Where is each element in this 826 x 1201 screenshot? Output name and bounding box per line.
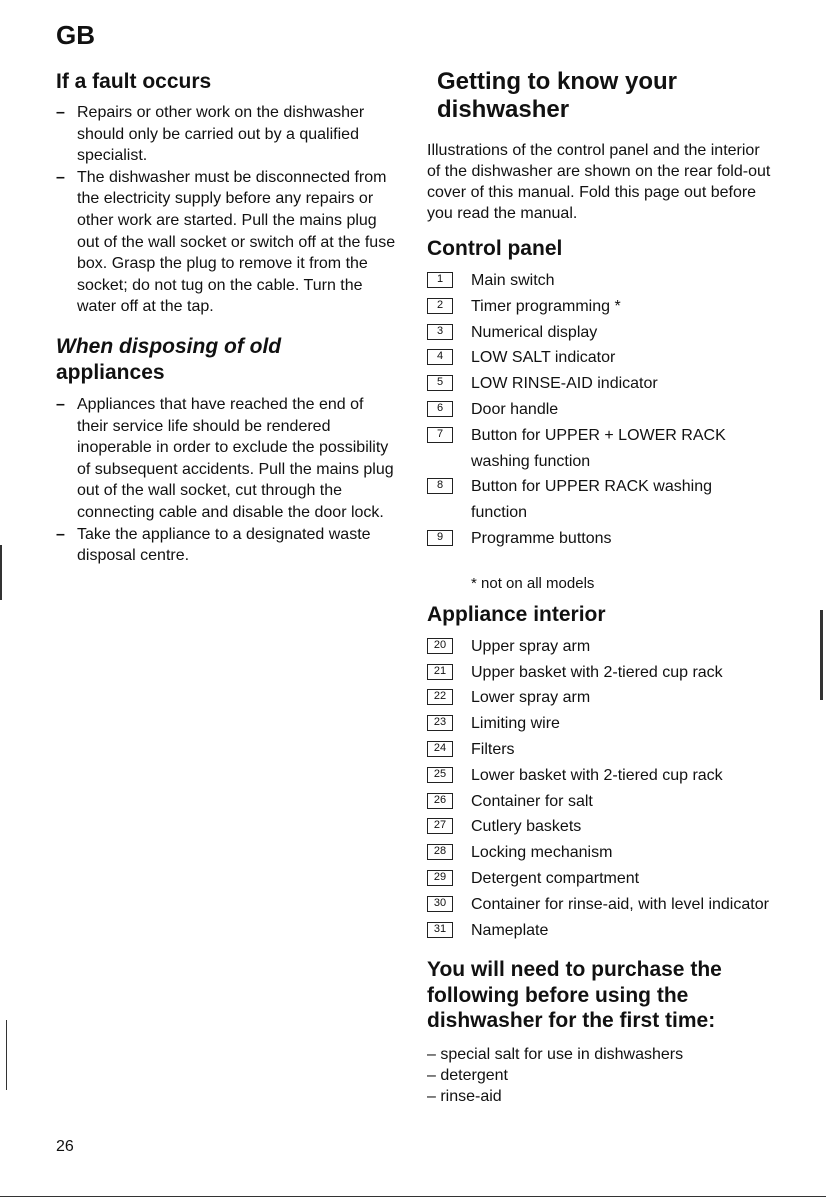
fault-heading: If a fault occurs bbox=[56, 70, 212, 93]
item-text: Detergent compartment bbox=[471, 869, 640, 887]
scan-edge-line bbox=[820, 610, 823, 700]
page-number: 26 bbox=[56, 1138, 74, 1155]
item-text: Main switch bbox=[471, 272, 555, 289]
item-text: Timer programming * bbox=[471, 297, 621, 315]
item-number-box: 20 bbox=[427, 638, 453, 654]
item-text: Lower spray arm bbox=[471, 689, 591, 707]
item-text: Limiting wire bbox=[471, 715, 560, 733]
control-panel-list bbox=[427, 268, 772, 552]
control-panel-item bbox=[427, 345, 772, 371]
footnote: * not on all models bbox=[471, 574, 595, 592]
getting-heading-line1: Getting to know your bbox=[437, 68, 677, 95]
disposal-heading-line1: When disposing of old bbox=[56, 334, 282, 358]
interior-item bbox=[427, 892, 772, 918]
item-number-box: 24 bbox=[427, 741, 453, 757]
scan-edge-line bbox=[0, 545, 2, 600]
item-text: Container for rinse-aid, with level indicator bbox=[471, 895, 769, 913]
item-number-box: 6 bbox=[427, 401, 453, 417]
item-text: Nameplate bbox=[471, 921, 549, 939]
getting-to-know-heading bbox=[427, 68, 772, 124]
item-number-box: 1 bbox=[427, 272, 453, 288]
item-text: Programme buttons bbox=[471, 529, 612, 547]
interior-item bbox=[427, 840, 772, 866]
item-text: Container for salt bbox=[471, 792, 593, 810]
fault-item: – Repairs or other work on the dishwasher should only be carried out by a qualified specialist. bbox=[56, 102, 396, 167]
interior-item bbox=[427, 789, 772, 815]
disposal-list bbox=[56, 394, 396, 567]
item-text: Upper basket with 2-tiered cup rack bbox=[471, 663, 723, 681]
control-panel-item bbox=[427, 474, 772, 526]
purchase-item: – special salt for use in dishwashers bbox=[427, 1045, 684, 1063]
getting-heading-line2: dishwasher bbox=[437, 96, 570, 123]
item-text: Upper spray arm bbox=[471, 637, 591, 655]
purchase-heading: You will need to purchase the following before using the dishwasher for the first time: bbox=[427, 958, 722, 1033]
item-number-box: 8 bbox=[427, 478, 453, 494]
interior-item bbox=[427, 711, 772, 737]
control-panel-item bbox=[427, 423, 772, 475]
disposal-heading bbox=[56, 334, 396, 386]
item-text: Button for UPPER + LOWER RACK washing function bbox=[471, 426, 726, 470]
item-text: Lower basket with 2-tiered cup rack bbox=[471, 766, 723, 784]
item-number-box: 28 bbox=[427, 844, 453, 860]
item-number-box: 25 bbox=[427, 767, 453, 783]
purchase-item: – detergent bbox=[427, 1066, 508, 1084]
item-number-box: 26 bbox=[427, 793, 453, 809]
control-panel-item bbox=[427, 526, 772, 552]
control-panel-item bbox=[427, 397, 772, 423]
item-text: Cutlery baskets bbox=[471, 818, 582, 836]
item-text: Numerical display bbox=[471, 323, 598, 341]
item-number-box: 22 bbox=[427, 689, 453, 705]
control-panel-heading: Control panel bbox=[427, 237, 563, 260]
disposal-item: – Appliances that have reached the end of their service life should be rendered inoperable in order to exclude the possibility of subsequent accidents. Pull the mains plug out of the wall socket, cut through the connecting cable and disable the door lock. bbox=[56, 394, 396, 524]
interior-list bbox=[427, 634, 772, 944]
item-text: LOW RINSE-AID indicator bbox=[471, 375, 658, 393]
interior-item bbox=[427, 660, 772, 686]
language-label: GB bbox=[56, 20, 95, 50]
item-number-box: 4 bbox=[427, 349, 453, 365]
disposal-item: – Take the appliance to a designated waste disposal centre. bbox=[56, 524, 396, 567]
item-number-box: 9 bbox=[427, 530, 453, 546]
item-number-box: 31 bbox=[427, 922, 453, 938]
item-number-box: 30 bbox=[427, 896, 453, 912]
purchase-item: – rinse-aid bbox=[427, 1087, 502, 1105]
control-panel-item bbox=[427, 294, 772, 320]
control-panel-item bbox=[427, 320, 772, 346]
interior-item bbox=[427, 763, 772, 789]
item-number-box: 7 bbox=[427, 427, 453, 443]
item-number-box: 2 bbox=[427, 298, 453, 314]
interior-item bbox=[427, 685, 772, 711]
control-panel-item bbox=[427, 268, 772, 294]
item-number-box: 21 bbox=[427, 664, 453, 680]
interior-item bbox=[427, 634, 772, 660]
interior-item bbox=[427, 866, 772, 892]
fault-list bbox=[56, 102, 396, 318]
control-panel-item bbox=[427, 371, 772, 397]
item-number-box: 23 bbox=[427, 715, 453, 731]
item-text: LOW SALT indicator bbox=[471, 349, 616, 367]
item-text: Locking mechanism bbox=[471, 844, 613, 862]
item-text: Filters bbox=[471, 740, 515, 758]
purchase-list bbox=[427, 1044, 772, 1107]
item-text: Door handle bbox=[471, 400, 559, 418]
scan-edge-line bbox=[0, 1196, 826, 1197]
intro-paragraph: Illustrations of the control panel and the interior of the dishwasher are shown on the rear fold-out cover of this manual. Fold this page out before you read the manual. bbox=[427, 142, 771, 222]
interior-item bbox=[427, 737, 772, 763]
left-column bbox=[56, 68, 396, 567]
item-number-box: 29 bbox=[427, 870, 453, 886]
appliance-interior-heading: Appliance interior bbox=[427, 602, 606, 626]
right-column bbox=[427, 68, 772, 1107]
scan-edge-line bbox=[6, 1020, 7, 1090]
item-number-box: 5 bbox=[427, 375, 453, 391]
fault-item: – The dishwasher must be disconnected from the electricity supply before any repairs or other work are started. Pull the mains plug out of the wall socket or switch off at the fuse box. Grasp the plug to remove it from the socket; do not tug on the cable. Turn the water off at the tap. bbox=[56, 167, 396, 318]
item-number-box: 27 bbox=[427, 818, 453, 834]
disposal-heading-line2: appliances bbox=[56, 360, 165, 384]
interior-item bbox=[427, 918, 772, 944]
interior-item bbox=[427, 814, 772, 840]
item-number-box: 3 bbox=[427, 324, 453, 340]
item-text: Button for UPPER RACK washing function bbox=[471, 478, 712, 522]
